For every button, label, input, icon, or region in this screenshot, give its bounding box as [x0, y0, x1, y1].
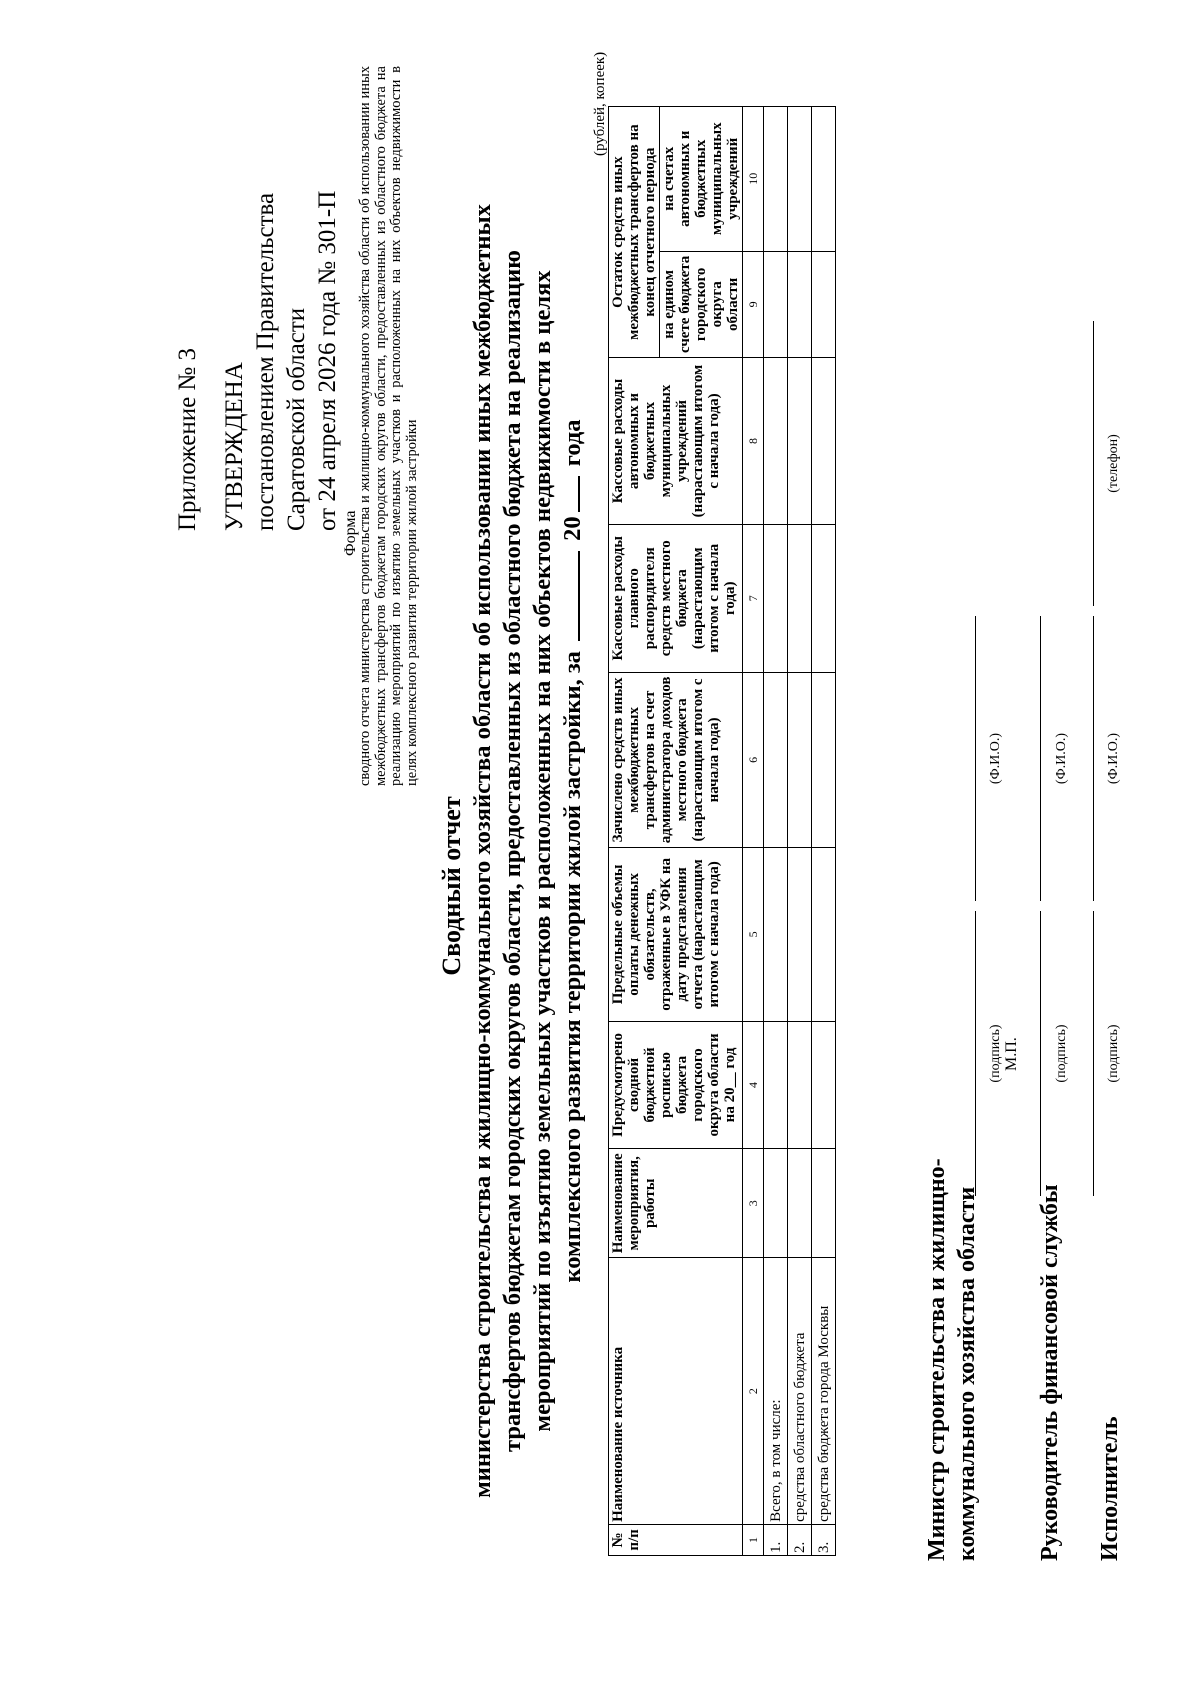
table-cell[interactable]: [764, 251, 788, 358]
appendix-number: Приложение № 3: [174, 347, 201, 531]
executor-signature-caption: (подпись): [1106, 1024, 1121, 1083]
header-balance: Остаток средств иных межбюджетных трансфертов на конец отчетного периода: [609, 107, 660, 358]
report-subtitle-line-3: мероприятий по изъятию земельных участков и расположенных на них объектов недвижимости в целях: [529, 270, 556, 1432]
table-cell[interactable]: [788, 848, 812, 1021]
minister-signature-caption: (подпись): [988, 1024, 1003, 1083]
period-blank[interactable]: [558, 551, 580, 641]
header-planned: Предусмотрено сводной бюджетной росписью бюджета городского округа области на 20__ год: [609, 1021, 743, 1149]
table-row: [788, 107, 812, 1556]
table-cell[interactable]: [764, 358, 788, 525]
approval-line-2: Саратовской области: [283, 307, 310, 531]
table-cell[interactable]: [764, 672, 788, 848]
finance-head-title: Руководитель финансовой службы: [1037, 1184, 1063, 1561]
col-number: 6: [743, 672, 764, 848]
report-title: Сводный отчет: [437, 796, 466, 976]
minister-name-caption: (Ф.И.О.): [988, 732, 1003, 785]
header-activity: Наименование мероприятия, работы: [609, 1149, 743, 1258]
executor-title: Исполнитель: [1097, 1416, 1123, 1561]
header-balance-accounts: на счетах автономных и бюджетных муниципальных учреждений: [660, 107, 743, 252]
col-number: 9: [743, 251, 764, 358]
form-description: сводного отчета министерства строительства и жилищно-коммунального хозяйства области об использовании иных межбюджетных трансфертов бюджетам городских округов области, предоставленных из областного бюджета на реализацию мероприятий по изъятию земельных участков и расположенных на них объектов недвижимости в целях комплексного развития территории жилой застройки: [357, 66, 420, 786]
col-number: 5: [743, 848, 764, 1021]
row-source: средства бюджета города Москвы: [812, 1258, 836, 1525]
minister-signature-line[interactable]: [975, 911, 976, 1196]
col-number: 10: [743, 107, 764, 252]
table-cell[interactable]: [812, 672, 836, 848]
report-subtitle-line-2: трансфертов бюджетам городских округов области, предоставленных из областного бюджета на реализацию: [499, 250, 526, 1452]
table-cell[interactable]: [788, 1149, 812, 1258]
column-numbers-row: [743, 107, 764, 1556]
header-exp-inst: Кассовые расходы автономных и бюджетных муниципальных учреждений (нарастающим итогом с начала года): [609, 358, 743, 525]
executor-phone-caption: (телефон): [1106, 434, 1121, 493]
period-prefix: комплексного развития территории жилой застройки, за: [559, 651, 586, 1283]
row-num: 3.: [812, 1524, 836, 1555]
table-cell[interactable]: [788, 107, 812, 252]
table-cell[interactable]: [764, 107, 788, 252]
row-source: Всего, в том числе:: [764, 1258, 788, 1525]
table-cell[interactable]: [812, 848, 836, 1021]
table-cell[interactable]: [788, 524, 812, 672]
units-note: (рублей, копеек): [592, 51, 608, 156]
col-number: 1: [743, 1524, 764, 1555]
minister-title-line-1: Министр строительства и жилищно-: [924, 1158, 950, 1561]
executor-phone-line[interactable]: [1093, 321, 1094, 606]
row-num: 2.: [788, 1524, 812, 1555]
table-cell[interactable]: [788, 672, 812, 848]
year-blank[interactable]: [558, 476, 580, 512]
report-subtitle: [468, 136, 588, 1566]
table-cell[interactable]: [812, 1149, 836, 1258]
table-row: [812, 107, 836, 1556]
table-cell[interactable]: [764, 1149, 788, 1258]
finance-name-line[interactable]: [1040, 616, 1041, 901]
report-subtitle-line-4: [558, 136, 588, 1566]
executor-name-line[interactable]: [1093, 616, 1094, 901]
header-limits: Предельные объемы оплаты денежных обязательств, отраженные в УФК на дату представления отчета (нарастающим итогом с начала года): [609, 848, 743, 1021]
table-cell[interactable]: [788, 251, 812, 358]
row-num: 1.: [764, 1524, 788, 1555]
executor-signature-line[interactable]: [1093, 911, 1094, 1196]
header-credited: Зачислено средств иных межбюджетных трансфертов на счет администратора доходов местного бюджета (нарастающим итогом с начала года): [609, 672, 743, 848]
approval-line-3: от 24 апреля 2026 года № 301-П: [314, 190, 341, 531]
minister-name-line[interactable]: [975, 616, 976, 901]
header-balance-single: на едином счете бюджета городского округа области: [660, 251, 743, 358]
appendix-block: [172, 31, 343, 531]
col-number: 4: [743, 1021, 764, 1149]
stamp-place: М.П.: [1003, 1037, 1020, 1071]
table-cell[interactable]: [812, 358, 836, 525]
finance-name-caption: (Ф.И.О.): [1054, 732, 1069, 785]
executor-name-caption: (Ф.И.О.): [1106, 732, 1121, 785]
row-source: средства областного бюджета: [788, 1258, 812, 1525]
table-cell[interactable]: [788, 358, 812, 525]
header-source: Наименование источника: [609, 1258, 743, 1525]
year-prefix: 20: [559, 516, 586, 541]
header-exp-main: Кассовые расходы главного распорядителя средств местного бюджета (нарастающим итогом с начала года): [609, 524, 743, 672]
table-cell[interactable]: [764, 524, 788, 672]
col-number: 7: [743, 524, 764, 672]
col-number: 2: [743, 1258, 764, 1525]
finance-signature-caption: (подпись): [1054, 1024, 1069, 1083]
table-cell[interactable]: [812, 251, 836, 358]
header-row: [609, 107, 660, 1556]
table-row: [764, 107, 788, 1556]
report-table: [608, 106, 836, 1556]
header-num: № п/п: [609, 1524, 743, 1555]
minister-title-line-2: коммунального хозяйства области: [954, 1186, 980, 1561]
form-label: Форма: [342, 510, 359, 556]
table-cell[interactable]: [812, 524, 836, 672]
table-cell[interactable]: [764, 848, 788, 1021]
approval-line-1: постановлением Правительства: [252, 192, 279, 531]
approved-label: УТВЕРЖДЕНА: [221, 362, 248, 531]
table-cell[interactable]: [812, 107, 836, 252]
report-subtitle-line-1: министерства строительства и жилищно-коммунального хозяйства области об использовании иных межбюджетных: [469, 204, 496, 1498]
table-cell[interactable]: [812, 1021, 836, 1149]
col-number: 8: [743, 358, 764, 525]
period-suffix: года: [559, 419, 586, 467]
col-number: 3: [743, 1149, 764, 1258]
finance-signature-line[interactable]: [1040, 911, 1041, 1196]
table-cell[interactable]: [764, 1021, 788, 1149]
table-cell[interactable]: [788, 1021, 812, 1149]
